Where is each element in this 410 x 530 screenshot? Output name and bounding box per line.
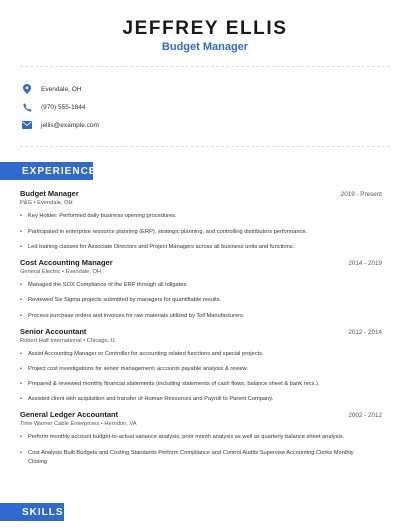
candidate-name: JEFFREY ELLIS — [122, 18, 288, 39]
location-pin-icon — [22, 84, 32, 94]
job-dates: 2002 - 2012 — [348, 412, 382, 419]
location-text: Evendale, OH — [41, 85, 82, 93]
job-dates: 2012 - 2014 — [348, 329, 382, 336]
job-dates: 2019 - Present — [340, 191, 382, 198]
candidate-title: Budget Manager — [161, 41, 249, 53]
job-company: P&G • Evendale, OH — [20, 200, 73, 206]
job-bullet: • Participated in enterprise resource planning (ERP), strategic planning, and controlling distributors performance. — [20, 229, 308, 235]
job-bullet: • Prepared & reviewed monthly financial statements (including statements of cash flows, balance sheet & bank recs.). — [20, 381, 320, 387]
divider — [20, 146, 390, 147]
job-title: Senior Accountant — [20, 327, 87, 336]
job-dates: 2014 - 2019 — [348, 260, 382, 267]
job-bullet: • Process purchase orders and invoices for raw materials utilized by Toll Manufacturers. — [20, 313, 245, 319]
contact-email — [22, 120, 99, 130]
job-title: General Ledger Accountant — [20, 410, 119, 419]
job-bullet: • Assist Accounting Manager or Controller for accounting related functions and special projects. — [20, 351, 264, 357]
job-bullet: • Reviewed Six Sigma projects submitted by managers for quantifiable results. — [20, 297, 222, 303]
job-bullet: • Managed the SOX Compliance of the ERP through all tollgates. — [20, 282, 188, 288]
email-text: jellis@example.com — [41, 121, 99, 129]
job-bullet: • Assisted client with acquisition and transfer of Human Resources and Payroll to Parent Company. — [20, 396, 274, 402]
contact-location — [22, 84, 81, 94]
phone-icon — [22, 102, 32, 112]
job-title: Budget Manager — [20, 189, 79, 198]
phone-text: (970) 555-1844 — [41, 103, 86, 111]
divider — [20, 66, 390, 67]
job-company: Robert Half International • Chicago, IL — [20, 338, 116, 344]
section-header-skills: SKILLS — [0, 503, 64, 521]
contact-phone — [22, 102, 85, 112]
section-header-experience: EXPERIENCE — [0, 162, 93, 180]
job-company: General Electric • Evendale, OH — [20, 269, 102, 275]
job-bullet: • Project cost investigations for senior management; accounts payable analysis & review. — [20, 366, 249, 372]
job-company: Time Warner Cable Enterprises • Herndon, VA — [20, 421, 137, 427]
job-bullet: • Led training classes for Associate Directors and Project Managers across all business units and functions. — [20, 244, 295, 250]
job-bullet: • Key Holder: Performed daily business opening procedures. — [20, 213, 177, 219]
job-bullet: • Cost Analysis Built Budgets and Costing Standards Perform Compliance and Control Audits Supervise Accounting Clerks Monthly Closing — [20, 450, 354, 465]
email-icon — [22, 120, 32, 130]
job-title: Cost Accounting Manager — [20, 258, 113, 267]
job-bullet: • Perform monthly account budget-to-actual variance analysis, prior month analysis as well as quarterly balance sheet analysis. — [20, 434, 345, 440]
